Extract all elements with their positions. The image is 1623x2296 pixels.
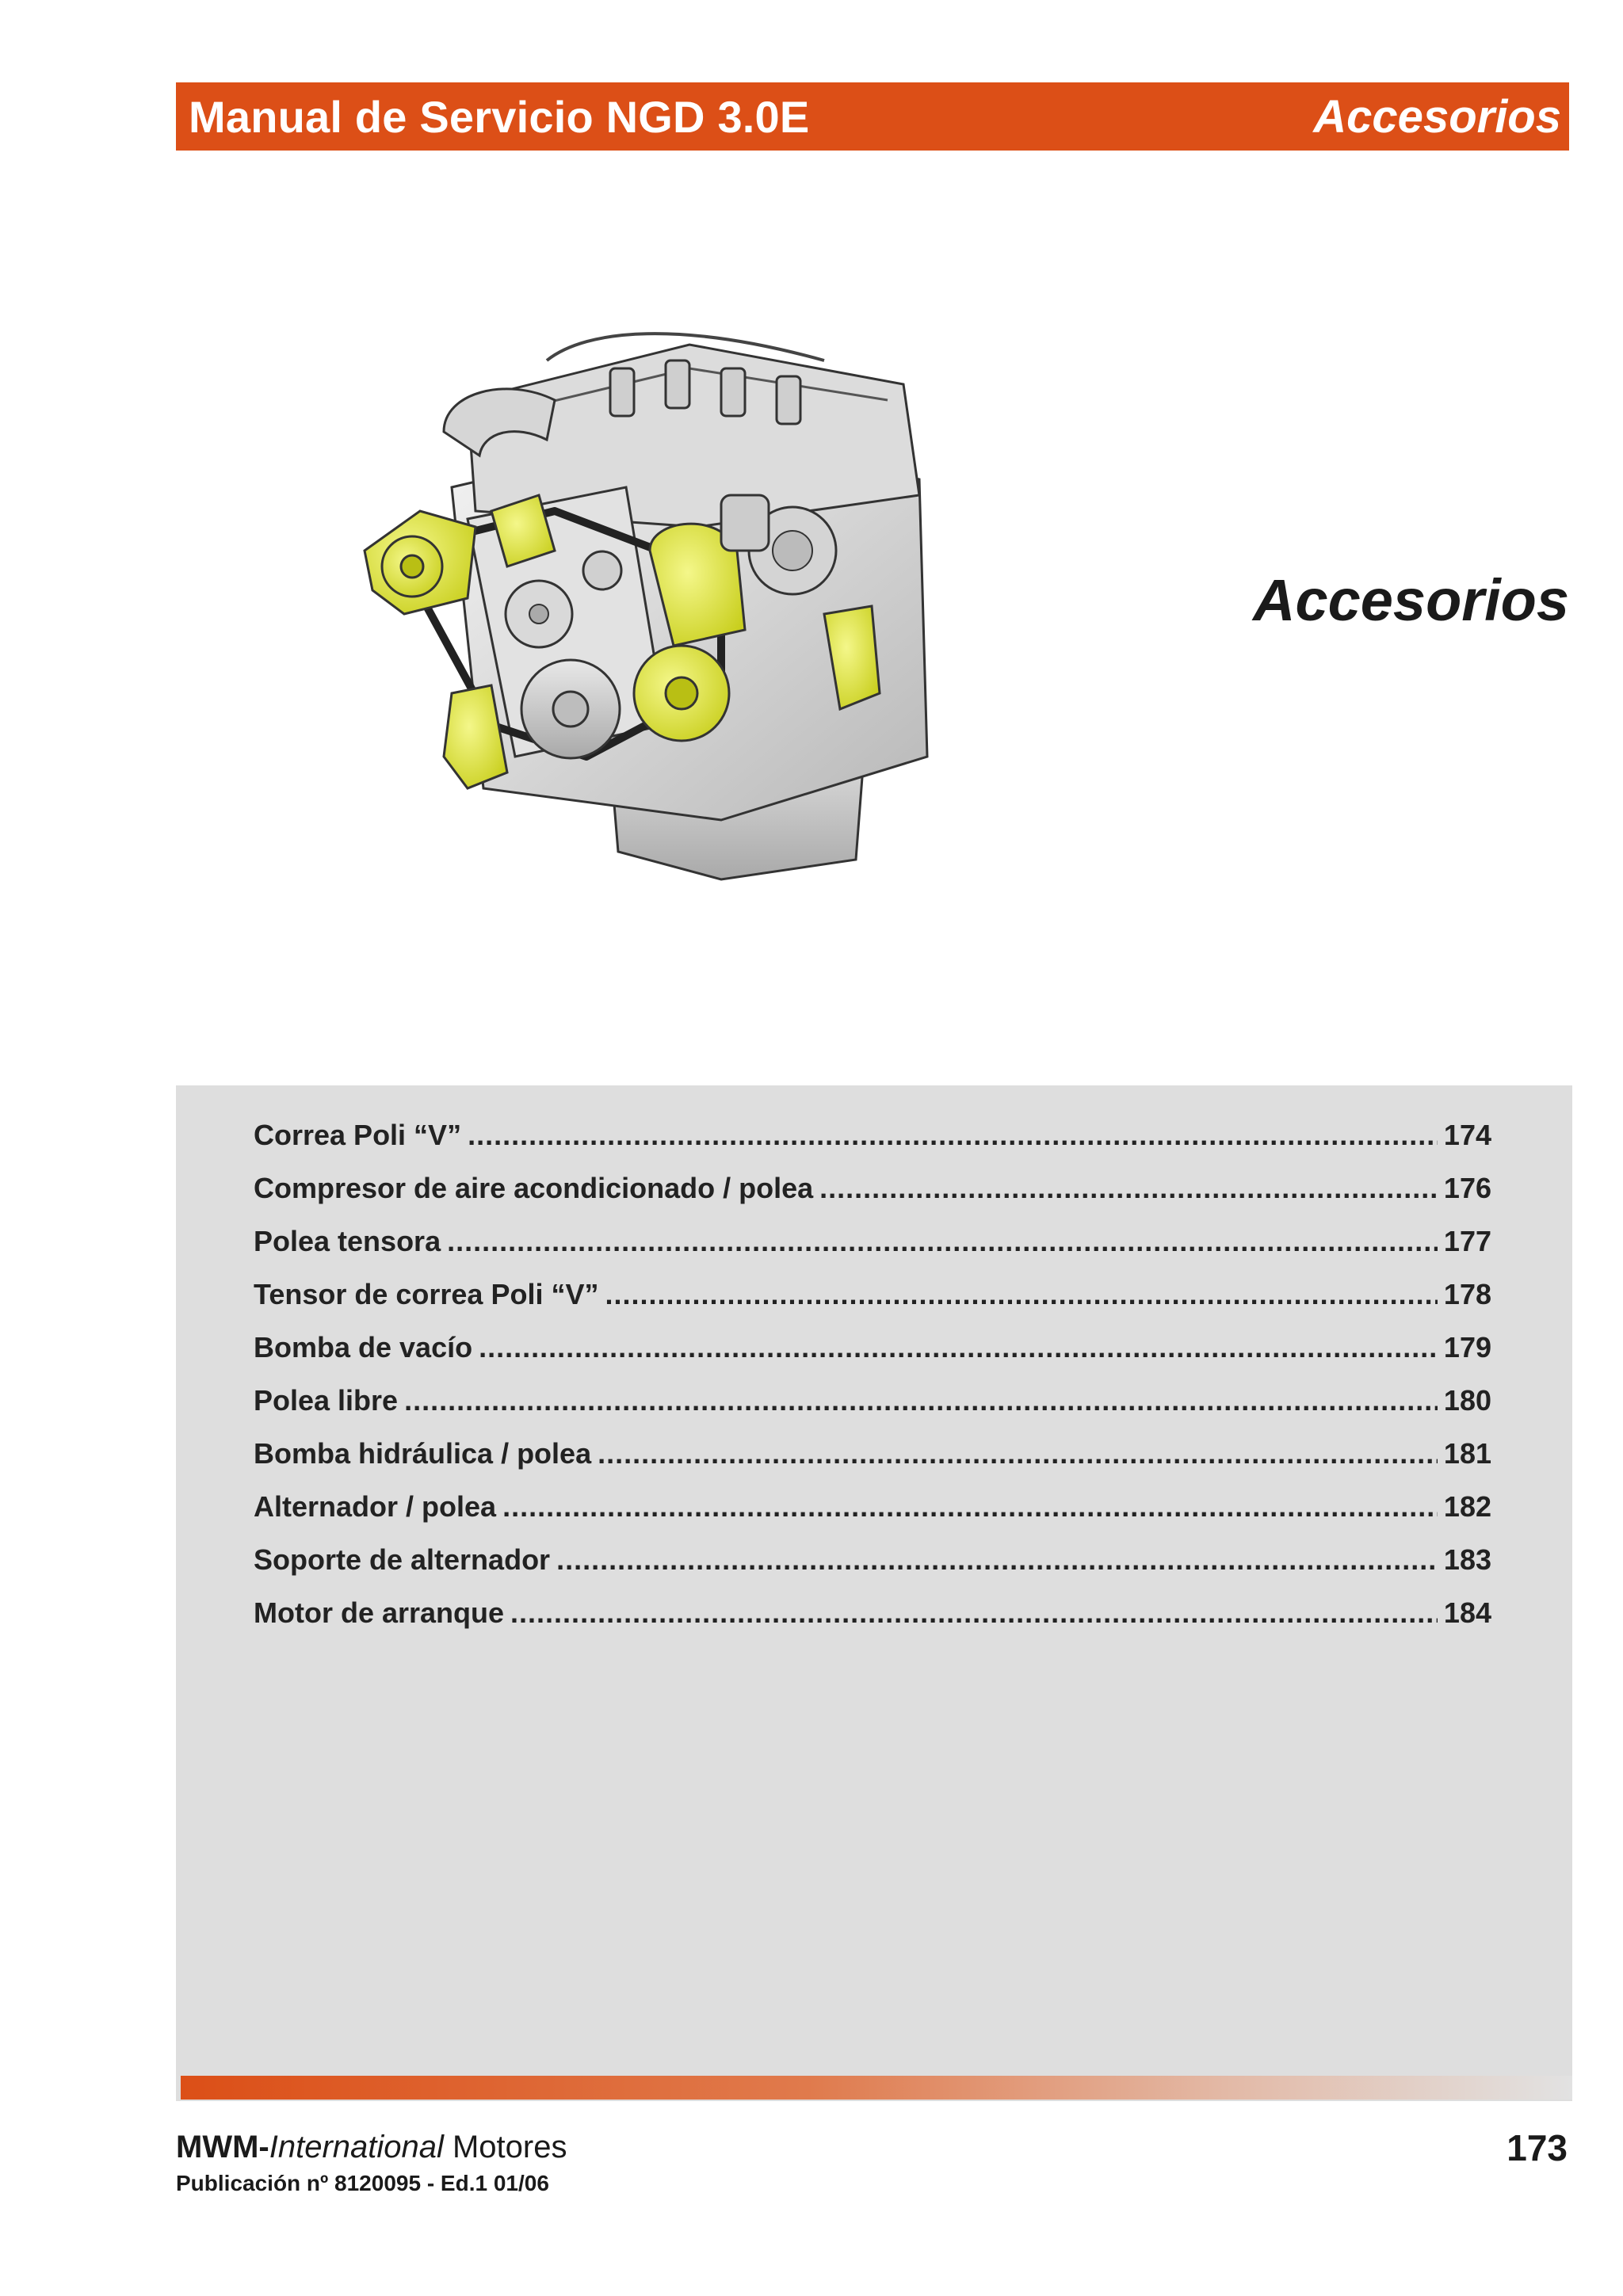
toc-entry[interactable]	[254, 1278, 1491, 1331]
publisher-brand	[176, 2130, 567, 2165]
toc-leader-dots	[819, 1172, 1438, 1205]
toc-entry-label: Correa Poli “V”	[254, 1119, 462, 1151]
brand-prefix: MWM-	[176, 2130, 269, 2164]
toc-leader-dots	[510, 1596, 1438, 1630]
brand-italic: International	[269, 2130, 444, 2164]
toc-entry-page: 176	[1443, 1172, 1491, 1204]
toc-entry-label: Compresor de aire acondicionado / polea	[254, 1172, 814, 1204]
header-bar	[176, 82, 1569, 151]
toc-entry-page: 174	[1443, 1119, 1491, 1151]
toc-entry[interactable]	[254, 1490, 1491, 1543]
toc-entry-page: 181	[1443, 1437, 1491, 1470]
toc-entry-page: 183	[1443, 1543, 1491, 1576]
footer-gradient-bar	[181, 2076, 1572, 2100]
toc-entry-page: 184	[1443, 1596, 1491, 1629]
toc-entry[interactable]	[254, 1331, 1491, 1384]
toc-entry-label: Motor de arranque	[254, 1596, 505, 1629]
brand-suffix: Motores	[443, 2130, 567, 2164]
toc-entry-label: Bomba hidráulica / polea	[254, 1437, 592, 1470]
toc-leader-dots	[404, 1384, 1438, 1417]
toc-leader-dots	[605, 1278, 1437, 1311]
toc-entry[interactable]	[254, 1172, 1491, 1225]
header-section-name: Accesorios	[1313, 90, 1561, 143]
toc-entry-label: Polea tensora	[254, 1225, 441, 1257]
toc-entry-page: 182	[1443, 1490, 1491, 1523]
toc-list	[254, 1119, 1491, 1650]
toc-leader-dots	[468, 1119, 1438, 1152]
toc-entry-page: 180	[1443, 1384, 1491, 1417]
toc-entry-label: Soporte de alternador	[254, 1543, 551, 1576]
toc-leader-dots	[447, 1225, 1438, 1258]
toc-entry[interactable]	[254, 1384, 1491, 1437]
toc-entry-page: 179	[1443, 1331, 1491, 1363]
toc-entry-label: Bomba de vacío	[254, 1331, 473, 1363]
table-of-contents	[176, 1085, 1572, 2101]
page-number: 173	[1507, 2127, 1568, 2168]
toc-entry-page: 177	[1443, 1225, 1491, 1257]
toc-entry[interactable]	[254, 1225, 1491, 1278]
toc-leader-dots	[556, 1543, 1438, 1577]
toc-leader-dots	[502, 1490, 1438, 1524]
toc-entry-label: Tensor de correa Poli “V”	[254, 1278, 599, 1310]
section-title: Accesorios	[1253, 567, 1569, 633]
toc-entry-label: Alternador / polea	[254, 1490, 497, 1523]
toc-entry-label: Polea libre	[254, 1384, 399, 1417]
toc-entry[interactable]	[254, 1437, 1491, 1490]
manual-title: Manual de Servicio NGD 3.0E	[189, 91, 810, 142]
toc-entry-page: 178	[1443, 1278, 1491, 1310]
publication-number: Publicación nº 8120095 - Ed.1 01/06	[176, 2171, 549, 2195]
toc-entry[interactable]	[254, 1543, 1491, 1596]
toc-leader-dots	[598, 1437, 1438, 1470]
toc-entry[interactable]	[254, 1596, 1491, 1650]
toc-entry[interactable]	[254, 1119, 1491, 1172]
engine-illustration	[349, 313, 959, 899]
toc-leader-dots	[479, 1331, 1438, 1364]
